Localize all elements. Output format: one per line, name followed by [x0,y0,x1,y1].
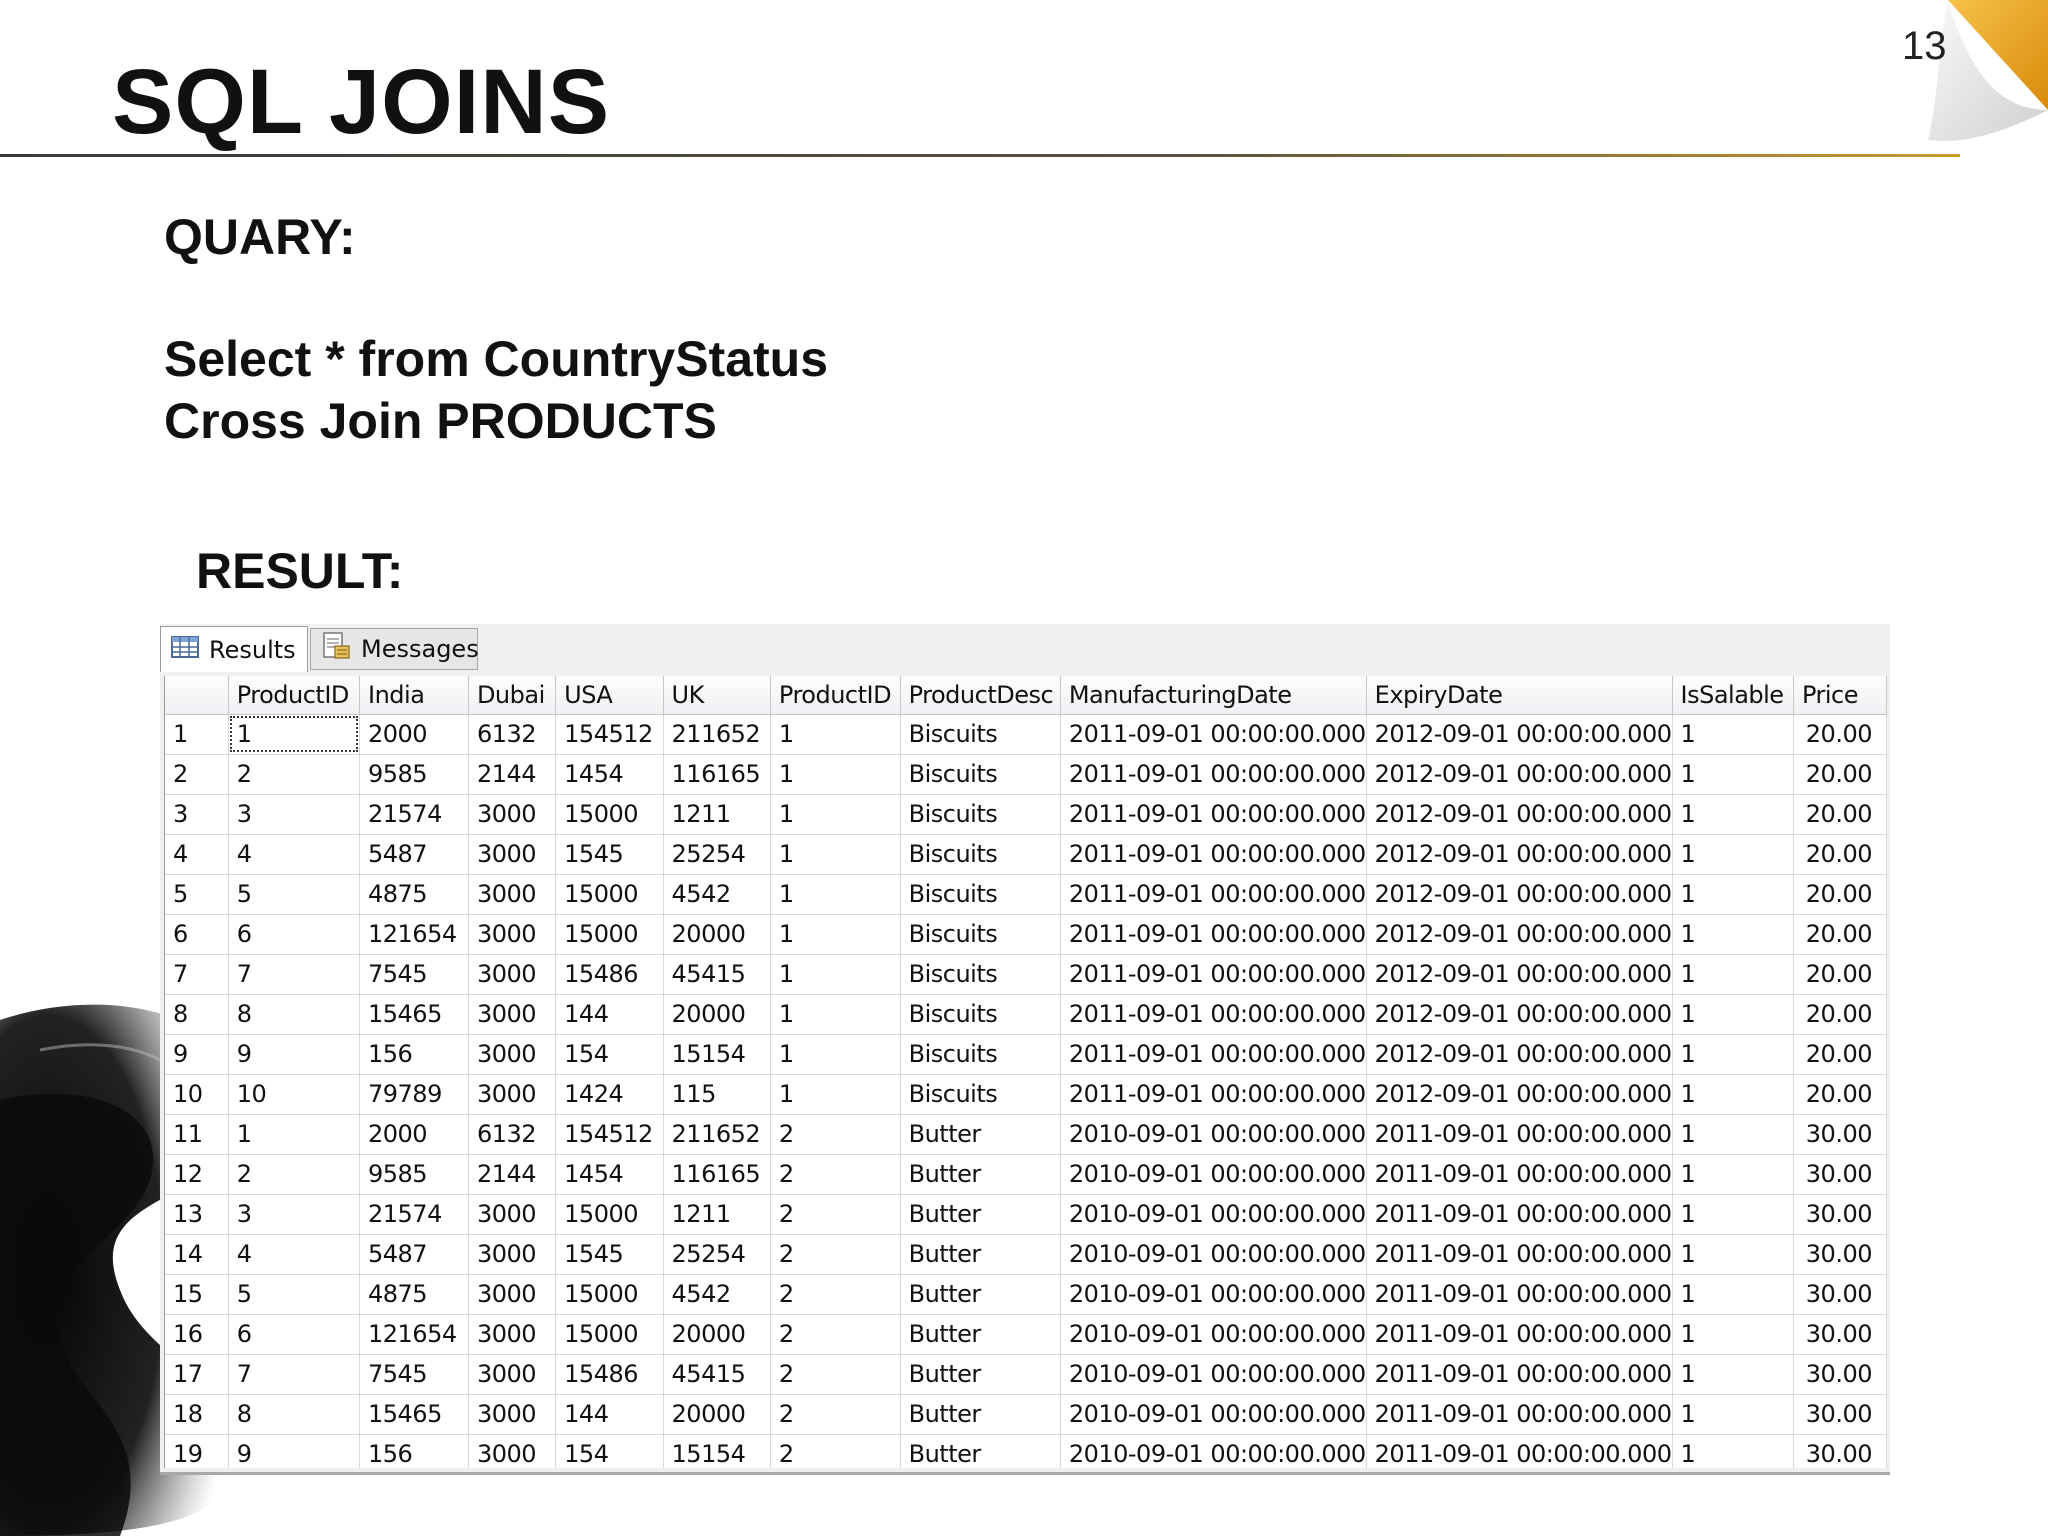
table-cell[interactable]: 30.00 [1793,1434,1886,1468]
table-cell[interactable]: 20.00 [1793,1074,1886,1114]
table-cell[interactable]: 144 [556,994,663,1034]
table-row[interactable] [165,794,1887,834]
table-cell[interactable]: 2 [770,1394,900,1434]
table-cell[interactable]: 156 [360,1434,469,1468]
column-header[interactable]: IsSalable [1672,676,1793,714]
table-cell[interactable]: 115 [663,1074,770,1114]
table-row[interactable] [165,1354,1887,1394]
table-cell[interactable]: 1211 [663,794,770,834]
table-cell[interactable]: 4875 [360,874,469,914]
table-cell[interactable]: 20.00 [1793,834,1886,874]
table-cell[interactable]: 21574 [360,794,469,834]
table-cell[interactable]: 3000 [468,794,555,834]
row-number-cell[interactable]: 11 [165,1114,228,1154]
table-cell[interactable]: 2011-09-01 00:00:00.000 [1060,1034,1366,1074]
table-cell[interactable]: 5487 [360,834,469,874]
table-header-row [165,676,1887,714]
table-cell[interactable]: 15486 [556,1354,663,1394]
table-cell[interactable]: 3000 [468,1354,555,1394]
table-cell[interactable]: 121654 [360,914,469,954]
table-cell[interactable]: 2011-09-01 00:00:00.000 [1366,1314,1672,1354]
table-cell[interactable]: 20.00 [1793,714,1886,754]
table-cell[interactable]: 7 [228,1354,359,1394]
table-cell[interactable]: 5 [228,1274,359,1314]
query-line-1: Select * from CountryStatus [164,331,829,387]
table-cell[interactable]: 7 [228,954,359,994]
row-number-cell[interactable]: 8 [165,994,228,1034]
table-cell[interactable]: 20.00 [1793,994,1886,1034]
table-cell[interactable]: 20000 [663,914,770,954]
table-cell[interactable]: 15000 [556,914,663,954]
table-cell[interactable]: Biscuits [900,954,1060,994]
tab-messages[interactable] [310,628,478,670]
table-row[interactable] [165,1234,1887,1274]
table-cell[interactable]: 1 [1672,1394,1793,1434]
table-row[interactable] [165,1194,1887,1234]
table-cell[interactable]: Butter [900,1354,1060,1394]
table-cell[interactable]: 2144 [468,1154,555,1194]
table-row[interactable] [165,834,1887,874]
table-cell[interactable]: 20000 [663,1394,770,1434]
column-header[interactable]: USA [556,676,663,714]
row-number-cell[interactable]: 18 [165,1394,228,1434]
table-row[interactable] [165,1074,1887,1114]
table-cell[interactable]: Biscuits [900,994,1060,1034]
table-cell[interactable]: 21574 [360,1194,469,1234]
table-row[interactable] [165,874,1887,914]
table-cell[interactable]: 15000 [556,1274,663,1314]
table-cell[interactable]: 1211 [663,1194,770,1234]
table-cell[interactable]: 156 [360,1034,469,1074]
table-cell[interactable]: 2010-09-01 00:00:00.000 [1060,1394,1366,1434]
table-cell[interactable]: 1 [770,834,900,874]
table-cell[interactable]: Butter [900,1314,1060,1354]
table-cell[interactable]: Butter [900,1274,1060,1314]
table-cell[interactable]: 79789 [360,1074,469,1114]
table-cell[interactable]: 2012-09-01 00:00:00.000 [1366,1074,1672,1114]
column-header[interactable]: ProductID [770,676,900,714]
column-header[interactable]: ProductDesc [900,676,1060,714]
table-cell[interactable]: 1 [1672,794,1793,834]
table-cell[interactable]: 3000 [468,1194,555,1234]
table-cell[interactable]: 2012-09-01 00:00:00.000 [1366,834,1672,874]
table-cell[interactable]: 30.00 [1793,1114,1886,1154]
table-cell[interactable]: 20.00 [1793,914,1886,954]
table-cell[interactable]: 1454 [556,754,663,794]
table-cell[interactable]: 3000 [468,1434,555,1468]
table-cell[interactable]: 20.00 [1793,1034,1886,1074]
table-cell[interactable]: 1 [1672,1354,1793,1394]
table-cell[interactable]: 1 [228,1114,359,1154]
table-cell[interactable]: Biscuits [900,1034,1060,1074]
table-row[interactable] [165,1394,1887,1434]
table-row[interactable] [165,1314,1887,1354]
table-cell[interactable]: 2 [770,1154,900,1194]
table-cell[interactable]: 1 [770,714,900,754]
table-cell[interactable]: 15154 [663,1434,770,1468]
table-cell[interactable]: 1 [1672,714,1793,754]
table-cell[interactable]: 3000 [468,914,555,954]
table-cell[interactable]: Biscuits [900,714,1060,754]
table-cell[interactable]: 2012-09-01 00:00:00.000 [1366,754,1672,794]
row-number-cell[interactable]: 19 [165,1434,228,1468]
table-row[interactable] [165,754,1887,794]
table-cell[interactable]: 8 [228,1394,359,1434]
table-cell[interactable]: 2012-09-01 00:00:00.000 [1366,954,1672,994]
results-grid[interactable] [164,676,1887,1468]
table-cell[interactable]: 20.00 [1793,754,1886,794]
table-cell[interactable]: 45415 [663,1354,770,1394]
table-cell[interactable]: 6 [228,914,359,954]
table-cell[interactable]: 5 [228,874,359,914]
table-cell[interactable]: 15486 [556,954,663,994]
table-cell[interactable]: 2011-09-01 00:00:00.000 [1366,1274,1672,1314]
results-tab-bar [160,624,1890,674]
table-cell[interactable]: 2 [228,1154,359,1194]
table-cell[interactable]: 4 [228,1234,359,1274]
table-cell[interactable]: 2011-09-01 00:00:00.000 [1060,754,1366,794]
row-number-cell[interactable]: 7 [165,954,228,994]
table-cell[interactable]: 9 [228,1434,359,1468]
table-cell[interactable]: 2012-09-01 00:00:00.000 [1366,994,1672,1034]
table-cell[interactable]: 2011-09-01 00:00:00.000 [1366,1114,1672,1154]
table-cell[interactable]: 30.00 [1793,1194,1886,1234]
table-cell[interactable]: 1 [1672,1434,1793,1468]
table-cell[interactable]: 8 [228,994,359,1034]
row-number-cell[interactable]: 13 [165,1194,228,1234]
table-cell[interactable]: 2010-09-01 00:00:00.000 [1060,1434,1366,1468]
table-cell[interactable]: 3000 [468,874,555,914]
table-cell[interactable]: 1 [770,874,900,914]
table-cell[interactable]: 1 [1672,1234,1793,1274]
query-line-2: Cross Join PRODUCTS [164,393,717,449]
table-cell[interactable]: 1545 [556,834,663,874]
table-cell[interactable]: 1 [770,954,900,994]
column-header[interactable]: Dubai [468,676,555,714]
result-label: RESULT: [196,543,404,599]
table-cell[interactable]: 144 [556,1394,663,1434]
table-cell[interactable]: 1545 [556,1234,663,1274]
table-cell[interactable]: 2011-09-01 00:00:00.000 [1060,874,1366,914]
table-cell[interactable]: 2011-09-01 00:00:00.000 [1060,794,1366,834]
table-cell[interactable]: 2011-09-01 00:00:00.000 [1060,714,1366,754]
table-cell[interactable]: 20.00 [1793,794,1886,834]
table-cell[interactable]: 2 [770,1274,900,1314]
table-cell[interactable]: 154 [556,1034,663,1074]
table-cell[interactable]: 1 [770,794,900,834]
table-cell[interactable]: 2010-09-01 00:00:00.000 [1060,1234,1366,1274]
table-cell[interactable]: 2011-09-01 00:00:00.000 [1366,1394,1672,1434]
column-header[interactable]: UK [663,676,770,714]
table-cell[interactable]: 2 [770,1234,900,1274]
table-cell[interactable]: 9585 [360,754,469,794]
table-cell[interactable]: 2000 [360,1114,469,1154]
table-cell[interactable]: Biscuits [900,874,1060,914]
table-cell[interactable]: 1 [1672,1314,1793,1354]
row-number-cell[interactable]: 10 [165,1074,228,1114]
table-cell[interactable]: 1 [770,754,900,794]
table-row[interactable] [165,1434,1887,1468]
table-cell[interactable]: 15465 [360,1394,469,1434]
table-cell[interactable]: 10 [228,1074,359,1114]
table-cell[interactable]: Butter [900,1194,1060,1234]
table-cell[interactable]: 2011-09-01 00:00:00.000 [1060,914,1366,954]
table-cell[interactable]: 4875 [360,1274,469,1314]
table-cell[interactable]: 45415 [663,954,770,994]
table-row[interactable] [165,914,1887,954]
table-cell[interactable]: 6 [228,1314,359,1354]
table-cell[interactable]: 1 [1672,1034,1793,1074]
table-cell[interactable]: 3000 [468,994,555,1034]
table-cell[interactable]: 2011-09-01 00:00:00.000 [1366,1434,1672,1468]
table-cell[interactable]: 3 [228,794,359,834]
row-number-header[interactable] [165,676,228,714]
table-row[interactable] [165,994,1887,1034]
table-body [165,714,1887,1468]
table-cell[interactable]: 2010-09-01 00:00:00.000 [1060,1314,1366,1354]
table-cell[interactable]: Biscuits [900,754,1060,794]
table-cell[interactable]: Butter [900,1434,1060,1468]
table-cell[interactable]: 30.00 [1793,1274,1886,1314]
table-cell[interactable]: 15000 [556,794,663,834]
table-cell[interactable]: 2144 [468,754,555,794]
column-header[interactable]: ProductID [228,676,359,714]
row-number-cell[interactable]: 9 [165,1034,228,1074]
table-cell[interactable]: 25254 [663,1234,770,1274]
table-cell[interactable]: 3000 [468,954,555,994]
table-cell[interactable]: 30.00 [1793,1314,1886,1354]
column-header[interactable]: India [360,676,469,714]
table-cell[interactable]: 30.00 [1793,1394,1886,1434]
table-cell[interactable]: 1454 [556,1154,663,1194]
table-cell[interactable]: 15000 [556,874,663,914]
table-cell[interactable]: 3000 [468,1234,555,1274]
table-cell[interactable]: 9585 [360,1154,469,1194]
table-cell[interactable]: 20000 [663,994,770,1034]
table-cell[interactable]: 2 [770,1114,900,1154]
column-header[interactable]: ExpiryDate [1366,676,1672,714]
table-cell[interactable]: 1 [1672,1194,1793,1234]
table-cell[interactable]: Butter [900,1394,1060,1434]
table-cell[interactable]: 2012-09-01 00:00:00.000 [1366,874,1672,914]
table-cell[interactable]: 1 [1672,754,1793,794]
row-number-cell[interactable]: 4 [165,834,228,874]
table-cell[interactable]: 15154 [663,1034,770,1074]
table-cell[interactable]: 1424 [556,1074,663,1114]
table-cell[interactable]: 4 [228,834,359,874]
table-cell[interactable]: 2010-09-01 00:00:00.000 [1060,1154,1366,1194]
table-cell[interactable]: 2012-09-01 00:00:00.000 [1366,1034,1672,1074]
table-cell[interactable]: 2010-09-01 00:00:00.000 [1060,1114,1366,1154]
table-cell[interactable]: 154512 [556,714,663,754]
table-cell[interactable]: 4542 [663,1274,770,1314]
table-cell[interactable]: 9 [228,1034,359,1074]
table-cell[interactable]: 2 [770,1434,900,1468]
slide-title: SQL JOINS [112,51,611,153]
table-cell[interactable]: 154512 [556,1114,663,1154]
table-cell[interactable]: Butter [900,1154,1060,1194]
table-cell[interactable]: 2011-09-01 00:00:00.000 [1366,1194,1672,1234]
table-cell[interactable]: 30.00 [1793,1354,1886,1394]
grid-icon [171,635,199,665]
table-cell[interactable]: 1 [1672,834,1793,874]
table-cell[interactable]: 1 [1672,1154,1793,1194]
table-cell[interactable]: Biscuits [900,834,1060,874]
table-cell[interactable]: 2 [770,1194,900,1234]
row-number-cell[interactable]: 12 [165,1154,228,1194]
table-cell[interactable]: 3000 [468,1314,555,1354]
tab-results-label: Results [209,635,296,664]
column-header[interactable]: ManufacturingDate [1060,676,1366,714]
row-number-cell[interactable]: 16 [165,1314,228,1354]
table-cell[interactable]: Butter [900,1234,1060,1274]
table-cell[interactable]: 2010-09-01 00:00:00.000 [1060,1354,1366,1394]
table-cell[interactable]: 2012-09-01 00:00:00.000 [1366,794,1672,834]
results-panel [160,624,1890,1475]
table-cell[interactable]: 2011-09-01 00:00:00.000 [1060,834,1366,874]
title-divider [0,154,1960,157]
table-cell[interactable]: 2012-09-01 00:00:00.000 [1366,914,1672,954]
table-cell[interactable]: 2 [228,754,359,794]
table-cell[interactable]: 1 [1672,1274,1793,1314]
table-cell[interactable]: 1 [228,714,359,754]
table-cell[interactable]: 2011-09-01 00:00:00.000 [1366,1154,1672,1194]
table-cell[interactable]: 1 [1672,1074,1793,1114]
table-cell[interactable]: 3000 [468,1034,555,1074]
page-curl-image [1908,0,2048,150]
messages-icon [321,631,351,667]
results-table [165,676,1887,1468]
table-cell[interactable]: 211652 [663,714,770,754]
table-cell[interactable]: 1 [770,914,900,954]
table-cell[interactable]: 1 [770,1074,900,1114]
table-cell[interactable]: 2 [770,1314,900,1354]
table-cell[interactable]: 2011-09-01 00:00:00.000 [1366,1234,1672,1274]
table-cell[interactable]: 2012-09-01 00:00:00.000 [1366,714,1672,754]
table-row[interactable] [165,954,1887,994]
table-cell[interactable]: 3000 [468,1274,555,1314]
table-cell[interactable]: 2010-09-01 00:00:00.000 [1060,1194,1366,1234]
query-label: QUARY: [164,209,356,265]
table-cell[interactable]: 15465 [360,994,469,1034]
table-cell[interactable]: 20000 [663,1314,770,1354]
table-cell[interactable]: 5487 [360,1234,469,1274]
table-cell[interactable]: 3 [228,1194,359,1234]
table-cell[interactable]: 3000 [468,834,555,874]
table-cell[interactable]: 7545 [360,954,469,994]
row-number-cell[interactable]: 17 [165,1354,228,1394]
page-number: 13 [1902,24,1947,68]
table-cell[interactable]: 20.00 [1793,874,1886,914]
table-cell[interactable]: 15000 [556,1194,663,1234]
table-cell[interactable]: 121654 [360,1314,469,1354]
table-cell[interactable]: 1 [1672,954,1793,994]
table-cell[interactable]: Butter [900,1114,1060,1154]
table-cell[interactable]: 1 [770,994,900,1034]
row-number-cell[interactable]: 5 [165,874,228,914]
table-cell[interactable]: 6132 [468,714,555,754]
table-cell[interactable]: 2011-09-01 00:00:00.000 [1060,1074,1366,1114]
table-cell[interactable]: 3000 [468,1394,555,1434]
tab-messages-label: Messages [361,635,479,663]
row-number-cell[interactable]: 3 [165,794,228,834]
table-row[interactable] [165,1154,1887,1194]
table-row[interactable] [165,1034,1887,1074]
table-row[interactable] [165,1274,1887,1314]
table-cell[interactable]: 30.00 [1793,1234,1886,1274]
table-cell[interactable]: Biscuits [900,914,1060,954]
table-cell[interactable]: 211652 [663,1114,770,1154]
table-row[interactable] [165,1114,1887,1154]
table-cell[interactable]: 25254 [663,834,770,874]
row-number-cell[interactable]: 1 [165,714,228,754]
table-cell[interactable]: 2010-09-01 00:00:00.000 [1060,1274,1366,1314]
row-number-cell[interactable]: 14 [165,1234,228,1274]
table-cell[interactable]: 154 [556,1434,663,1468]
row-number-cell[interactable]: 2 [165,754,228,794]
table-cell[interactable]: 2011-09-01 00:00:00.000 [1060,954,1366,994]
table-cell[interactable]: 1 [1672,1114,1793,1154]
table-cell[interactable]: 116165 [663,754,770,794]
table-cell[interactable]: 20.00 [1793,954,1886,994]
table-cell[interactable]: 4542 [663,874,770,914]
table-cell[interactable]: 1 [1672,994,1793,1034]
table-cell[interactable]: 15000 [556,1314,663,1354]
table-cell[interactable]: 1 [770,1034,900,1074]
table-cell[interactable]: 2011-09-01 00:00:00.000 [1060,994,1366,1034]
table-cell[interactable]: Biscuits [900,794,1060,834]
table-cell[interactable]: 116165 [663,1154,770,1194]
table-cell[interactable]: 2000 [360,714,469,754]
table-row[interactable] [165,714,1887,754]
column-header[interactable]: Price [1793,676,1886,714]
table-cell[interactable]: 6132 [468,1114,555,1154]
row-number-cell[interactable]: 6 [165,914,228,954]
table-cell[interactable]: 3000 [468,1074,555,1114]
table-cell[interactable]: Biscuits [900,1074,1060,1114]
table-cell[interactable]: 2 [770,1354,900,1394]
table-cell[interactable]: 7545 [360,1354,469,1394]
table-cell[interactable]: 30.00 [1793,1154,1886,1194]
table-cell[interactable]: 2011-09-01 00:00:00.000 [1366,1354,1672,1394]
row-number-cell[interactable]: 15 [165,1274,228,1314]
table-cell[interactable]: 1 [1672,914,1793,954]
tab-results[interactable] [160,626,308,672]
table-cell[interactable]: 1 [1672,874,1793,914]
